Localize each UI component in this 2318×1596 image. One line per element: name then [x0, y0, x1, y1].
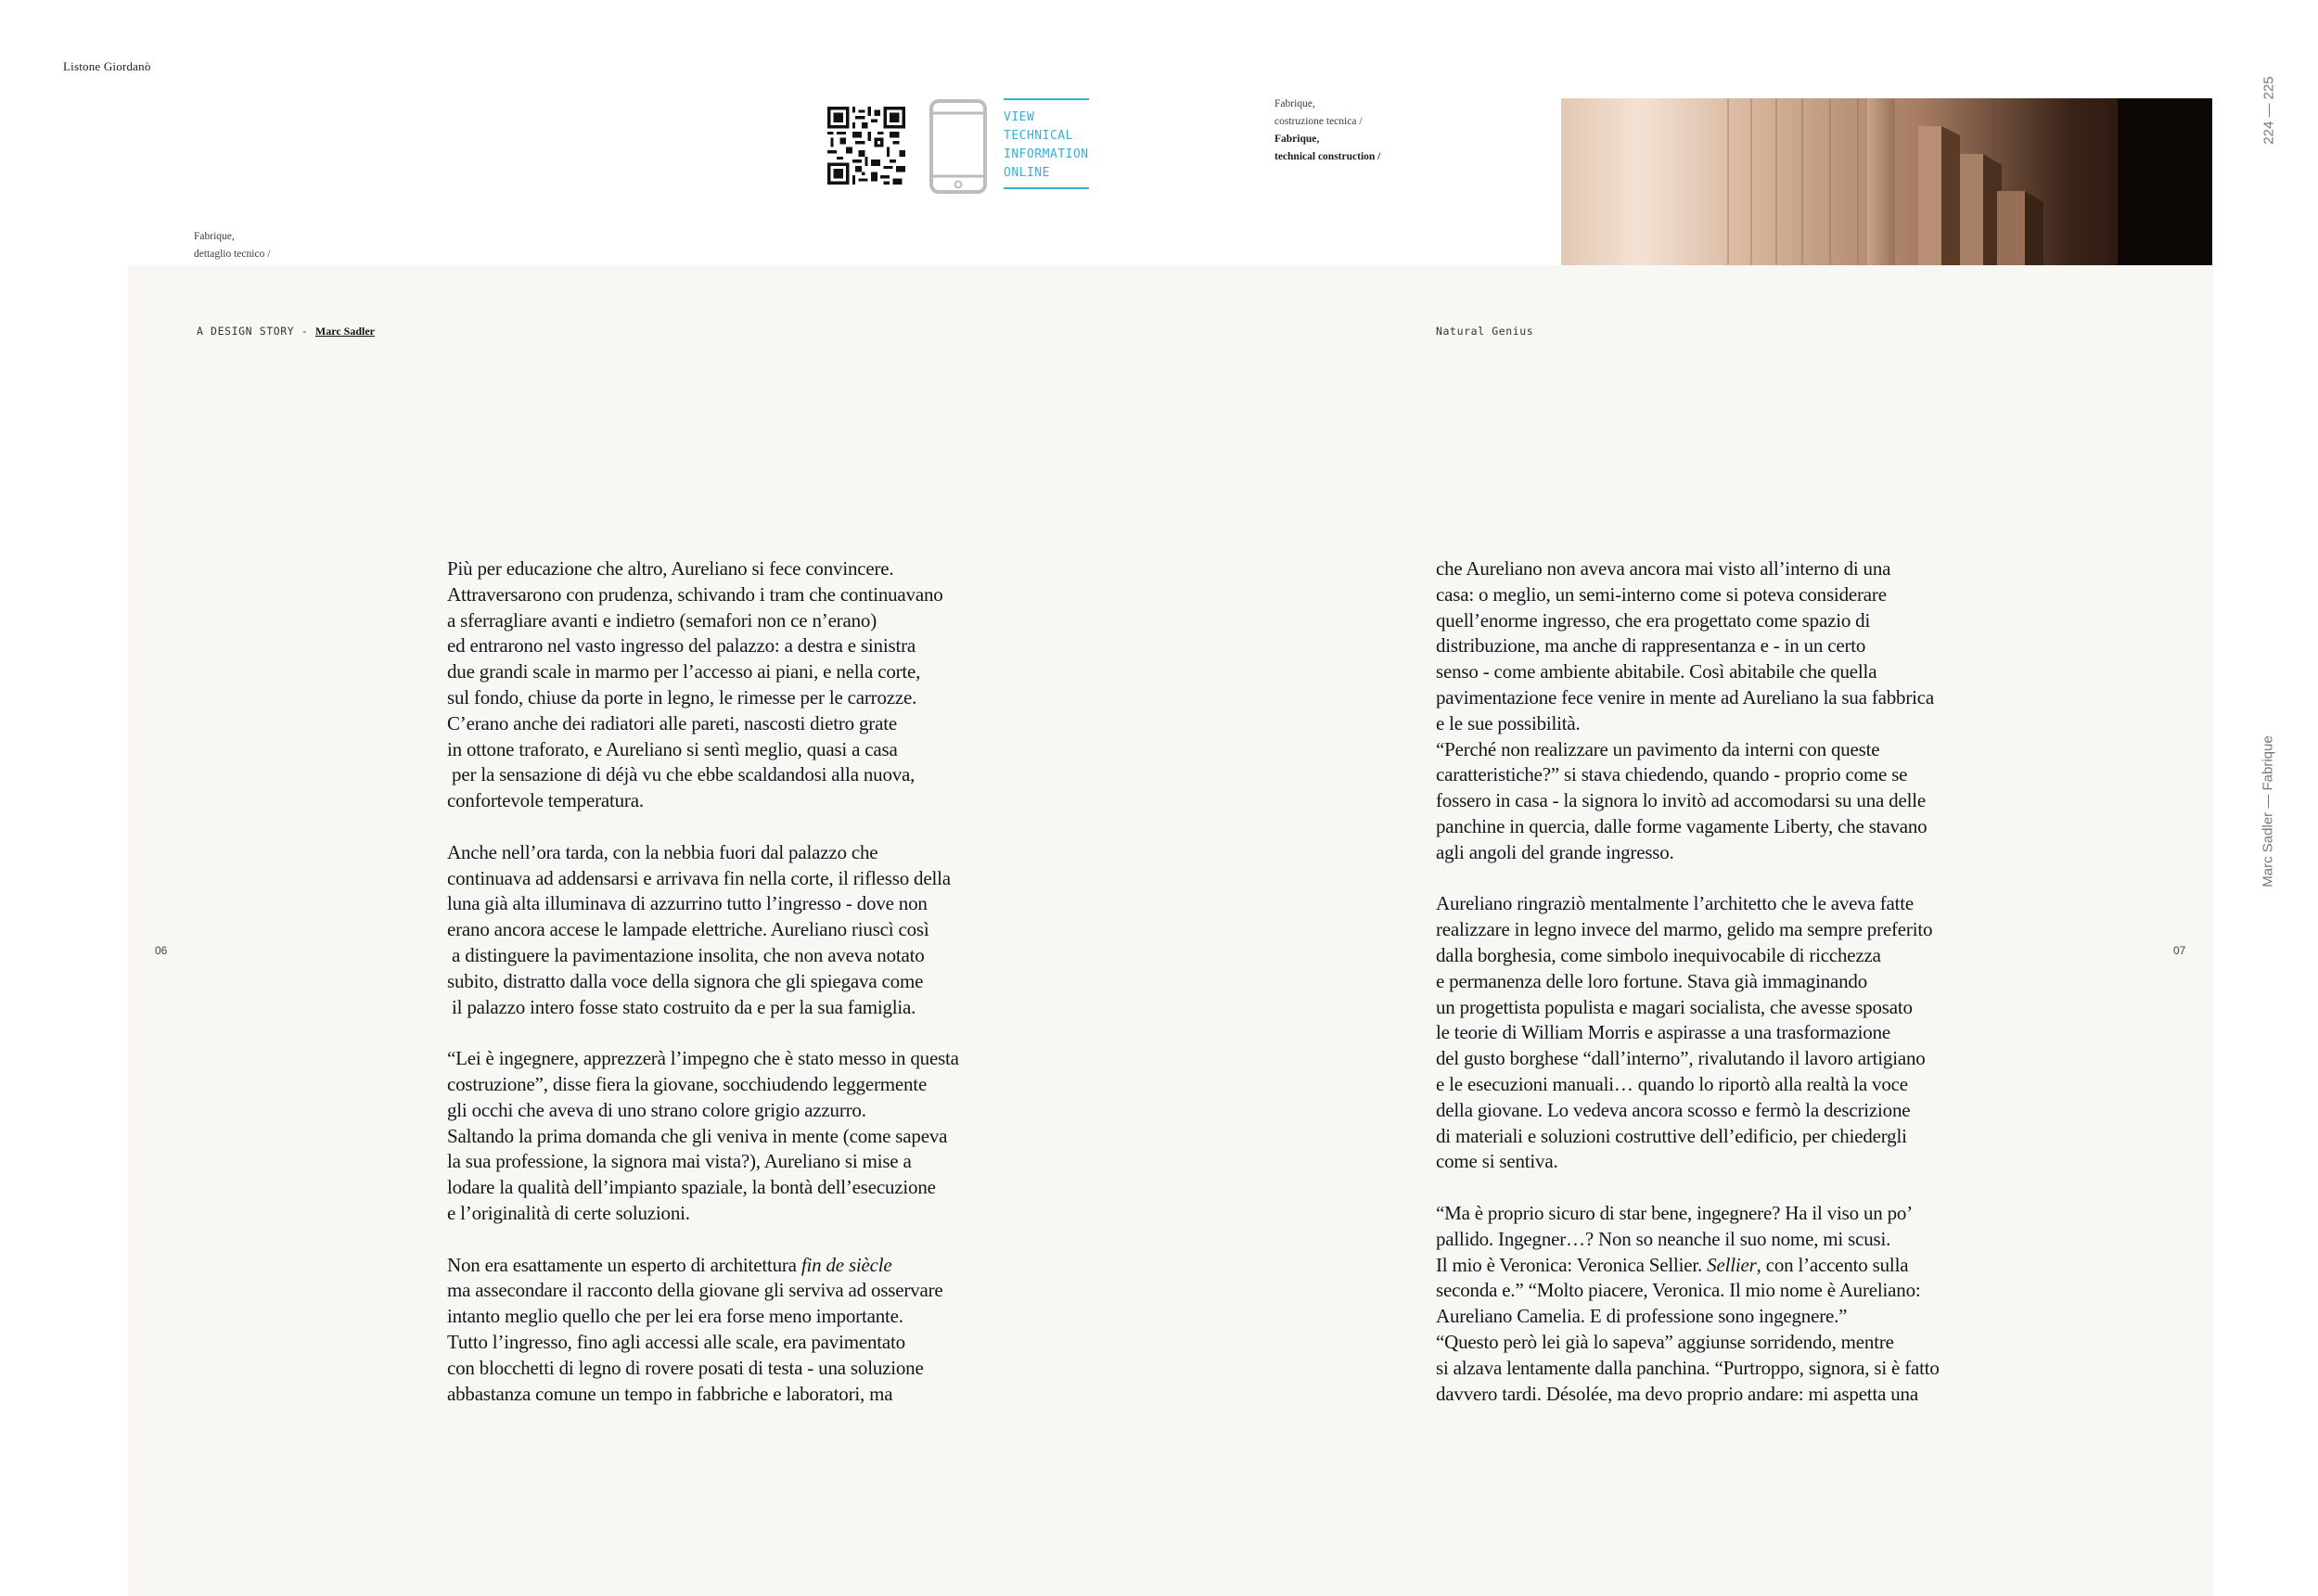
- text-line: gli occhi che aveva di uno strano colore grigio azzurro.: [447, 1098, 866, 1121]
- caption-line: Fabrique,: [1274, 98, 1315, 109]
- text-line: per la sensazione di déjà vu che ebbe scaldandosi alla nuova,: [447, 763, 916, 786]
- caption-line: technical construction /: [1274, 151, 1381, 162]
- caption-line: dettaglio tecnico /: [194, 249, 271, 260]
- smartphone-icon: [928, 98, 988, 195]
- text-line: Anche nell’ora tarda, con la nebbia fuori dal palazzo che: [447, 840, 878, 863]
- paragraph: [447, 1046, 1096, 1227]
- text-line: davvero tardi. Désolée, ma devo proprio andare: mi aspetta una: [1436, 1382, 1918, 1405]
- text-line: agli angoli del grande ingresso.: [1436, 840, 1674, 863]
- text-line: “Lei è ingegnere, apprezzerà l’impegno che è stato messo in questa: [447, 1047, 959, 1070]
- text-line: pavimentazione fece venire in mente ad Aureliano la sua fabbrica: [1436, 685, 1935, 709]
- text-line: un progettista populista e magari socialista, che avesse sposato: [1436, 995, 1913, 1018]
- text-line: panchine in quercia, dalle forme vagamente Liberty, che stavano: [1436, 814, 1927, 837]
- story-label: A DESIGN STORY -: [197, 325, 315, 338]
- text-line: Aureliano ringraziò mentalmente l’architetto che le aveva fatte: [1436, 892, 1915, 915]
- text-line: che Aureliano non aveva ancora mai visto all’interno di una: [1436, 557, 1891, 580]
- qr-code-icon[interactable]: [827, 105, 905, 186]
- text-line: quell’enorme ingresso, che era progettato come spazio di: [1436, 608, 1871, 632]
- text-line: distribuzione, ma anche di rappresentanza e - in un certo: [1436, 634, 1866, 658]
- text-line: realizzare in legno invece del marmo, gelido ma sempre preferito: [1436, 918, 1933, 941]
- text-line: in ottone traforato, e Aureliano si sentì meglio, quasi a casa: [447, 737, 898, 760]
- page-number-left: 06: [155, 944, 168, 957]
- text-line: “Perché non realizzare un pavimento da interni con queste: [1436, 737, 1880, 760]
- text-line: si alzava lentamente dalla panchina. “Purtroppo, signora, si è fatto: [1436, 1356, 1940, 1379]
- image-caption-right: [1274, 96, 1380, 166]
- text-line: fossero in casa - la signora lo invitò ad accomodarsi su una delle: [1436, 789, 1926, 812]
- text-line: il palazzo intero fosse stato costruito da e per la sua famiglia.: [447, 995, 916, 1018]
- text-line: confortevole temperatura.: [447, 789, 644, 812]
- text-line: dalla borghesia, come simbolo inequivocabile di ricchezza: [1436, 943, 1881, 966]
- page-folio: 224 — 225: [2260, 76, 2277, 145]
- text-line: “Questo però lei già lo sapeva” aggiunse sorridendo, mentre: [1436, 1330, 1894, 1353]
- side-running-title: Marc Sadler — Fabrique: [2260, 735, 2276, 887]
- wood-detail-photo: [1561, 98, 2212, 265]
- text-line: C’erano anche dei radiatori alle pareti, nascosti dietro grate: [447, 711, 897, 734]
- text-line: luna già alta illuminava di azzurrino tutto l’ingresso - dove non: [447, 892, 928, 915]
- story-header: [197, 325, 375, 338]
- text-line: Aureliano Camelia. E di professione sono ingegnere.”: [1436, 1305, 1848, 1328]
- text-line: lodare la qualità dell’impianto spaziale, la bontà dell’esecuzione: [447, 1176, 936, 1199]
- link-line: ONLINE: [1004, 166, 1050, 180]
- image-caption-left: [194, 228, 270, 263]
- paragraph: [447, 556, 1096, 814]
- text-line: pallido. Ingegner…? Non so neanche il suo nome, mi scusi.: [1436, 1227, 1891, 1250]
- caption-line: costruzione tecnica /: [1274, 116, 1363, 127]
- text-line: le teorie di William Morris e aspirasse a una trasformazione: [1436, 1021, 1891, 1044]
- text-line: Non era esattamente un esperto di architettura fin de siècle: [447, 1253, 892, 1276]
- text-line: e le esecuzioni manuali… quando lo riportò alla realtà la voce: [1436, 1072, 1908, 1095]
- brand-name: Listone Giordanò: [63, 59, 151, 73]
- text-line: e le sue possibilità.: [1436, 711, 1581, 734]
- text-line: e permanenza delle loro fortune. Stava già immaginando: [1436, 969, 1868, 992]
- paragraph: [1436, 1201, 2104, 1407]
- text-line: Più per educazione che altro, Aureliano si fece convincere.: [447, 557, 894, 580]
- author-link[interactable]: Marc Sadler: [314, 325, 376, 338]
- text-line: erano ancora accese le lampade elettriche. Aureliano riuscì così: [447, 918, 929, 941]
- text-line: Tutto l’ingresso, fino agli accessi alle scale, era pavimentato: [447, 1330, 905, 1353]
- text-line: “Ma è proprio sicuro di star bene, ingegnere? Ha il viso un po’: [1436, 1201, 1913, 1224]
- link-line: TECHNICAL: [1004, 129, 1073, 143]
- text-line: della giovane. Lo vedeva ancora scosso e fermò la descrizione: [1436, 1098, 1911, 1121]
- text-line: ed entrarono nel vasto ingresso del palazzo: a destra e sinistra: [447, 634, 916, 658]
- text-line: seconda e.” “Molto piacere, Veronica. Il mio nome è Aureliano:: [1436, 1279, 1921, 1302]
- text-line: due grandi scale in marmo per l’accesso ai piani, e nella corte,: [447, 660, 921, 683]
- section-title: Natural Genius: [1436, 325, 1534, 338]
- text-line: del gusto borghese “dall’interno”, rivalutando il lavoro artigiano: [1436, 1047, 1926, 1070]
- paragraph: [447, 840, 1096, 1021]
- caption-line: Fabrique,: [194, 231, 235, 242]
- text-line: caratteristiche?” si stava chiedendo, quando - proprio come se: [1436, 763, 1908, 786]
- paragraph: [1436, 556, 2104, 866]
- text-line: e l’originalità di certe soluzioni.: [447, 1201, 690, 1224]
- text-line: Saltando la prima domanda che gli veniva in mente (come sapeva: [447, 1124, 948, 1147]
- text-line: a distinguere la pavimentazione insolita, che non aveva notato: [447, 943, 925, 966]
- view-technical-information-link[interactable]: [1004, 98, 1089, 189]
- text-line: Attraversarono con prudenza, schivando i tram che continuavano: [447, 582, 943, 606]
- text-line: sul fondo, chiuse da porte in legno, le rimesse per le carrozze.: [447, 685, 917, 709]
- text-line: continuava ad addensarsi e arrivava fin nella corte, il riflesso della: [447, 866, 951, 889]
- text-line: ma assecondare il racconto della giovane gli serviva ad osservare: [447, 1279, 943, 1302]
- caption-line: Fabrique,: [1274, 134, 1320, 145]
- text-line: subito, distratto dalla voce della signora che gli spiegava come: [447, 969, 924, 992]
- text-line: abbastanza comune un tempo in fabbriche e laboratori, ma: [447, 1382, 893, 1405]
- text-line: casa: o meglio, un semi-interno come si poteva considerare: [1436, 582, 1887, 606]
- text-line: costruzione”, disse fiera la giovane, socchiudendo leggermente: [447, 1072, 928, 1095]
- text-line: come si sentiva.: [1436, 1150, 1558, 1173]
- paragraph: [1436, 891, 2104, 1175]
- text-line: senso - come ambiente abitabile. Così abitabile che quella: [1436, 660, 1877, 683]
- page-number-right: 07: [2173, 944, 2186, 957]
- text-line: intanto meglio quello che per lei era forse meno importante.: [447, 1305, 903, 1328]
- right-text-column: [1436, 556, 2104, 1407]
- text-line: Il mio è Veronica: Veronica Sellier. Sellier, con l’accento sulla: [1436, 1253, 1909, 1276]
- link-line: INFORMATION: [1004, 147, 1089, 161]
- link-line: VIEW: [1004, 110, 1035, 124]
- text-line: di materiali e soluzioni costruttive dell’edificio, per chiedergli: [1436, 1124, 1907, 1147]
- left-text-column: [447, 556, 1096, 1407]
- text-line: con blocchetti di legno di rovere posati di testa - una soluzione: [447, 1356, 924, 1379]
- paragraph: [447, 1253, 1096, 1408]
- text-line: la sua professione, la signora mai vista?), Aureliano si mise a: [447, 1150, 912, 1173]
- text-line: a sferragliare avanti e indietro (semafori non ce n’erano): [447, 608, 877, 632]
